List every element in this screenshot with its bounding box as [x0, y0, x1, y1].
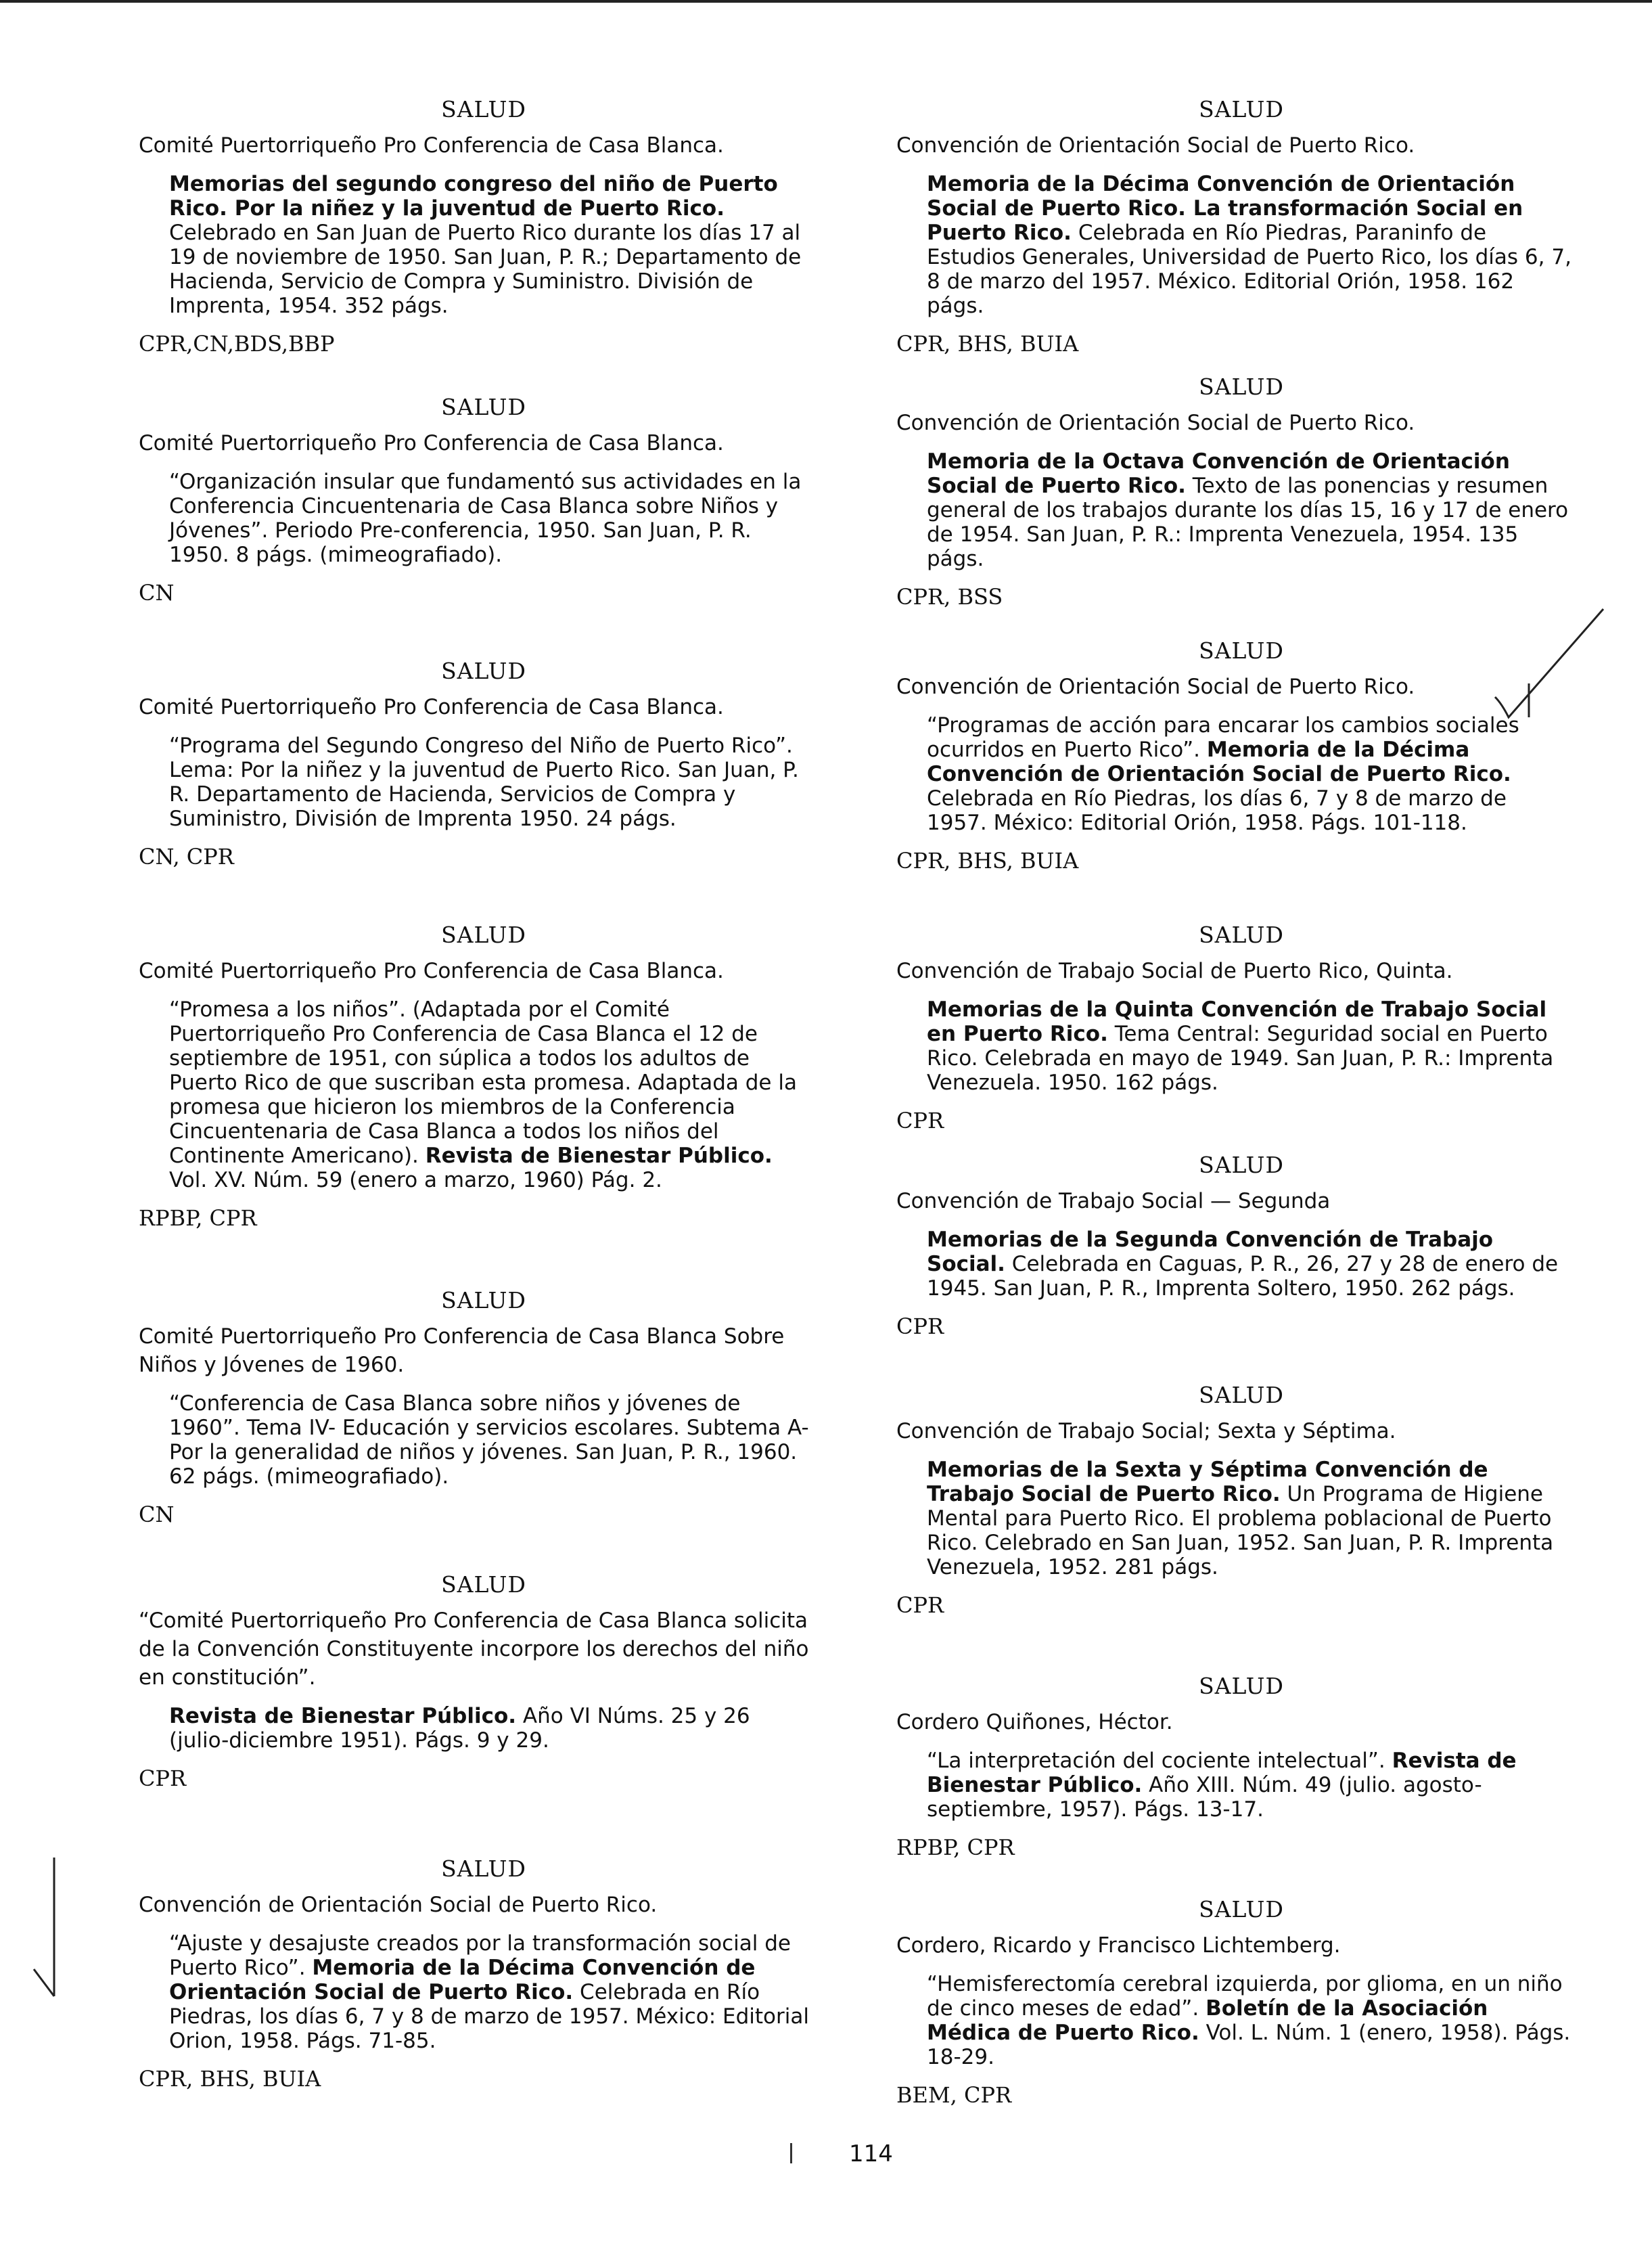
entry-author: Comité Puertorriqueño Pro Conferencia de Casa Blanca.: [139, 133, 724, 158]
entry-citation: [139, 734, 815, 831]
bibliography-entry: [896, 920, 1573, 1134]
subject-heading: SALUD: [441, 1855, 526, 1882]
library-codes: CPR, BHS, BUIA: [139, 2066, 321, 2092]
citation-text: Texto de las ponencias y resumen general de los trabajos durante los días 15, 16 y 17 de enero de 1954. San Juan, P. R.: Imprenta Venezuela, 1954. 135 págs.: [927, 474, 1569, 571]
entry-author: Convención de Trabajo Social — Segunda: [896, 1189, 1331, 1213]
citation-text: Celebrada en Río Piedras, los días 6, 7 y 8 de marzo de 1957. México: Editorial Orión, 1958. Págs. 101-118.: [927, 786, 1507, 835]
bibliography-entry: [139, 1286, 815, 1528]
bibliography-entry: [139, 920, 815, 1232]
subject-heading: SALUD: [441, 394, 526, 420]
entry-citation: [896, 713, 1573, 835]
citation-text: Vol. XV. Núm. 59 (enero a marzo, 1960) Pág. 2.: [169, 1168, 662, 1192]
bibliography-entry: [139, 1570, 815, 1792]
citation-title: Revista de Bienestar Público.: [425, 1144, 773, 1168]
citation-text: “Promesa a los niños”. (Adaptada por el Comité Puertorriqueño Pro Conferencia de Casa Blanca el 12 de septiembre de 1951, con súplica a todos los adultos de Puerto Rico de que suscriban esta promesa. Adaptada de la promesa que hicieron los miembros de la Conferencia Cincuentenaria de Casa Blanca a todos los niños del Continente Americano).: [169, 997, 797, 1168]
library-codes: CN: [139, 580, 175, 606]
library-codes: BEM, CPR: [896, 2082, 1012, 2108]
citation-text: “Ajuste y desajuste creados por la transformación social de Puerto Rico”.: [169, 1931, 791, 1980]
entry-author: Comité Puertorriqueño Pro Conferencia de Casa Blanca.: [139, 695, 724, 719]
entry-author: Convención de Trabajo Social; Sexta y Séptima.: [896, 1419, 1396, 1443]
entry-citation: [139, 1704, 815, 1753]
entry-author: Comité Puertorriqueño Pro Conferencia de Casa Blanca.: [139, 431, 724, 455]
bibliography-entry: [896, 95, 1573, 357]
subject-heading: SALUD: [1199, 374, 1284, 400]
library-codes: RPBP, CPR: [139, 1205, 257, 1231]
library-codes: CPR: [896, 1108, 944, 1133]
citation-title: Boletín de la Asociación Médica de Puerto Rico.: [927, 1996, 1488, 2045]
citation-title: Memorias del segundo congreso del niño de Puerto Rico. Por la niñez y la juventud de Puerto Rico.: [169, 172, 778, 221]
citation-title: Memorias de la Segunda Convención de Trabajo Social.: [927, 1228, 1494, 1276]
citation-text: Año XIII. Núm. 49 (julio. agosto-septiembre, 1957). Págs. 13-17.: [927, 1773, 1482, 1822]
entry-author: Comité Puertorriqueño Pro Conferencia de Casa Blanca.: [139, 959, 724, 983]
entry-citation: [896, 1458, 1573, 1579]
citation-text: Celebrada en Río Piedras, los días 6, 7 y 8 de marzo de 1957. México: Editorial Orion, 1958. Págs. 71-85.: [169, 1980, 809, 2053]
subject-heading: SALUD: [1199, 1382, 1284, 1408]
citation-text: “Programas de acción para encarar los cambios sociales ocurridos en Puerto Rico”.: [927, 713, 1519, 762]
library-codes: RPBP, CPR: [896, 1835, 1015, 1860]
page-number-tick: [790, 2143, 792, 2163]
citation-title: Memoria de la Décima Convención de Orientación Social de Puerto Rico. La transformación Social en Puerto Rico.: [927, 172, 1523, 245]
subject-heading: SALUD: [1199, 1896, 1284, 1922]
entry-author: Cordero Quiñones, Héctor.: [896, 1710, 1173, 1734]
subject-heading: SALUD: [1199, 637, 1284, 664]
entry-citation: [896, 1228, 1573, 1301]
bibliography-entry: [896, 1380, 1573, 1619]
bibliography-entry: [139, 1854, 815, 2092]
entry-citation: [896, 449, 1573, 571]
handwritten-margin-line: [20, 1854, 68, 2010]
citation-text: Vol. L. Núm. 1 (enero, 1958). Págs. 18-29.: [927, 2021, 1571, 2069]
entry-citation: [139, 997, 815, 1192]
bibliography-entry: [896, 1150, 1573, 1340]
citation-text: “Programa del Segundo Congreso del Niño de Puerto Rico”. Lema: Por la niñez y la juventud de Puerto Rico. San Juan, P. R. Departamento de Hacienda, Servicios de Compra y Suministro, División de Imprenta 1950. 24 págs.: [169, 734, 799, 831]
entry-citation: [896, 1972, 1573, 2069]
citation-title: Memoria de la Octava Convención de Orientación Social de Puerto Rico.: [927, 449, 1510, 498]
citation-title: Memoria de la Décima Convención de Orientación Social de Puerto Rico.: [169, 1956, 756, 2004]
bibliography-entry: [139, 392, 815, 606]
library-codes: CN: [139, 1502, 175, 1527]
citation-title: Memoria de la Décima Convención de Orientación Social de Puerto Rico.: [927, 738, 1511, 786]
library-codes: CPR: [896, 1313, 944, 1339]
handwritten-check-mark: [1488, 602, 1610, 724]
library-codes: CN, CPR: [139, 844, 234, 870]
subject-heading: SALUD: [441, 1287, 526, 1313]
citation-title: Memorias de la Sexta y Séptima Convención de Trabajo Social de Puerto Rico.: [927, 1458, 1488, 1506]
bibliography-entry: [896, 1671, 1573, 1861]
bibliography-entry: [139, 656, 815, 870]
bibliography-entry: [896, 372, 1573, 610]
subject-heading: SALUD: [441, 1571, 526, 1598]
entry-author: Convención de Orientación Social de Puerto Rico.: [896, 675, 1415, 699]
entry-citation: [896, 1749, 1573, 1822]
library-codes: CPR, BHS, BUIA: [896, 331, 1079, 357]
citation-title: Revista de Bienestar Público.: [169, 1704, 517, 1728]
citation-text: “Organización insular que fundamentó sus actividades en la Conferencia Cincuentenaria de Casa Blanca sobre Niños y Jóvenes”. Periodo Pre-conferencia, 1950. San Juan, P. R. 1950. 8 págs. (mimeografiado).: [169, 470, 802, 567]
citation-text: “Hemisferectomía cerebral izquierda, por glioma, en un niño de cinco meses de edad”.: [927, 1972, 1563, 2021]
citation-text: Celebrada en Caguas, P. R., 26, 27 y 28 de enero de 1945. San Juan, P. R., Imprenta Soltero, 1950. 262 págs.: [927, 1252, 1559, 1301]
citation-title: Memorias de la Quinta Convención de Trabajo Social en Puerto Rico.: [927, 997, 1547, 1046]
library-codes: CPR, BSS: [896, 584, 1003, 610]
entry-citation: [896, 997, 1573, 1095]
entry-author: Convención de Trabajo Social de Puerto Rico, Quinta.: [896, 959, 1453, 983]
entry-author: Convención de Orientación Social de Puerto Rico.: [896, 133, 1415, 158]
citation-text: Año VI Núms. 25 y 26 (julio-diciembre 1951). Págs. 9 y 29.: [169, 1704, 750, 1753]
page-top-rule: [0, 0, 1652, 3]
citation-text: Un Programa de Higiene Mental para Puerto Rico. El problema poblacional de Puerto Rico. Celebrado en San Juan, 1952. San Juan, P. R. Imprenta Venezuela, 1952. 281 págs.: [927, 1482, 1554, 1579]
subject-heading: SALUD: [1199, 96, 1284, 122]
library-codes: CPR, BHS, BUIA: [896, 848, 1079, 874]
bibliography-entry: [896, 1895, 1573, 2109]
entry-author: “Comité Puertorriqueño Pro Conferencia de Casa Blanca solicita de la Convención Constituyente incorpore los derechos del niño en constitución”.: [139, 1608, 809, 1690]
subject-heading: SALUD: [1199, 922, 1284, 948]
subject-heading: SALUD: [1199, 1152, 1284, 1178]
subject-heading: SALUD: [441, 922, 526, 948]
citation-title: Revista de Bienestar Público.: [927, 1749, 1517, 1797]
subject-heading: SALUD: [441, 96, 526, 122]
bibliography-entry: [896, 636, 1573, 874]
library-codes: CPR: [139, 1765, 187, 1791]
library-codes: CPR,CN,BDS,BBP: [139, 331, 335, 357]
entry-citation: [139, 470, 815, 567]
entry-author: Convención de Orientación Social de Puerto Rico.: [896, 411, 1415, 435]
citation-text: Tema Central: Seguridad social en Puerto Rico. Celebrada en mayo de 1949. San Juan, P. R.: Imprenta Venezuela. 1950. 162 págs.: [927, 1022, 1554, 1095]
citation-text: Celebrada en Río Piedras, Paraninfo de Estudios Generales, Universidad de Puerto Rico, los días 6, 7, 8 de marzo del 1957. México. Editorial Orión, 1958. 162 págs.: [927, 221, 1571, 318]
entry-citation: [139, 172, 815, 318]
citation-text: Celebrado en San Juan de Puerto Rico durante los días 17 al 19 de noviembre de 1950. San Juan, P. R.; Departamento de Hacienda, Servicio de Compra y Suministro. División de Imprenta, 1954. 352 págs.: [169, 221, 802, 318]
citation-text: “La interpretación del cociente intelectual”.: [927, 1749, 1392, 1773]
entry-citation: [139, 1931, 815, 2053]
entry-author: Convención de Orientación Social de Puerto Rico.: [139, 1893, 658, 1917]
entry-author: Comité Puertorriqueño Pro Conferencia de Casa Blanca Sobre Niños y Jóvenes de 1960.: [139, 1324, 785, 1377]
library-codes: CPR: [896, 1592, 944, 1618]
entry-author: Cordero, Ricardo y Francisco Lichtemberg.: [896, 1933, 1341, 1958]
entry-citation: [139, 1391, 815, 1489]
citation-text: “Conferencia de Casa Blanca sobre niños y jóvenes de 1960”. Tema IV- Educación y servicios escolares. Subtema A- Por la generalidad de niños y jóvenes. San Juan, P. R., 1960. 62 págs. (mimeografiado).: [169, 1391, 809, 1489]
page-number: 114: [849, 2140, 893, 2167]
entry-citation: [896, 172, 1573, 318]
subject-heading: SALUD: [1199, 1673, 1284, 1699]
bibliography-entry: [139, 95, 815, 357]
subject-heading: SALUD: [441, 658, 526, 684]
